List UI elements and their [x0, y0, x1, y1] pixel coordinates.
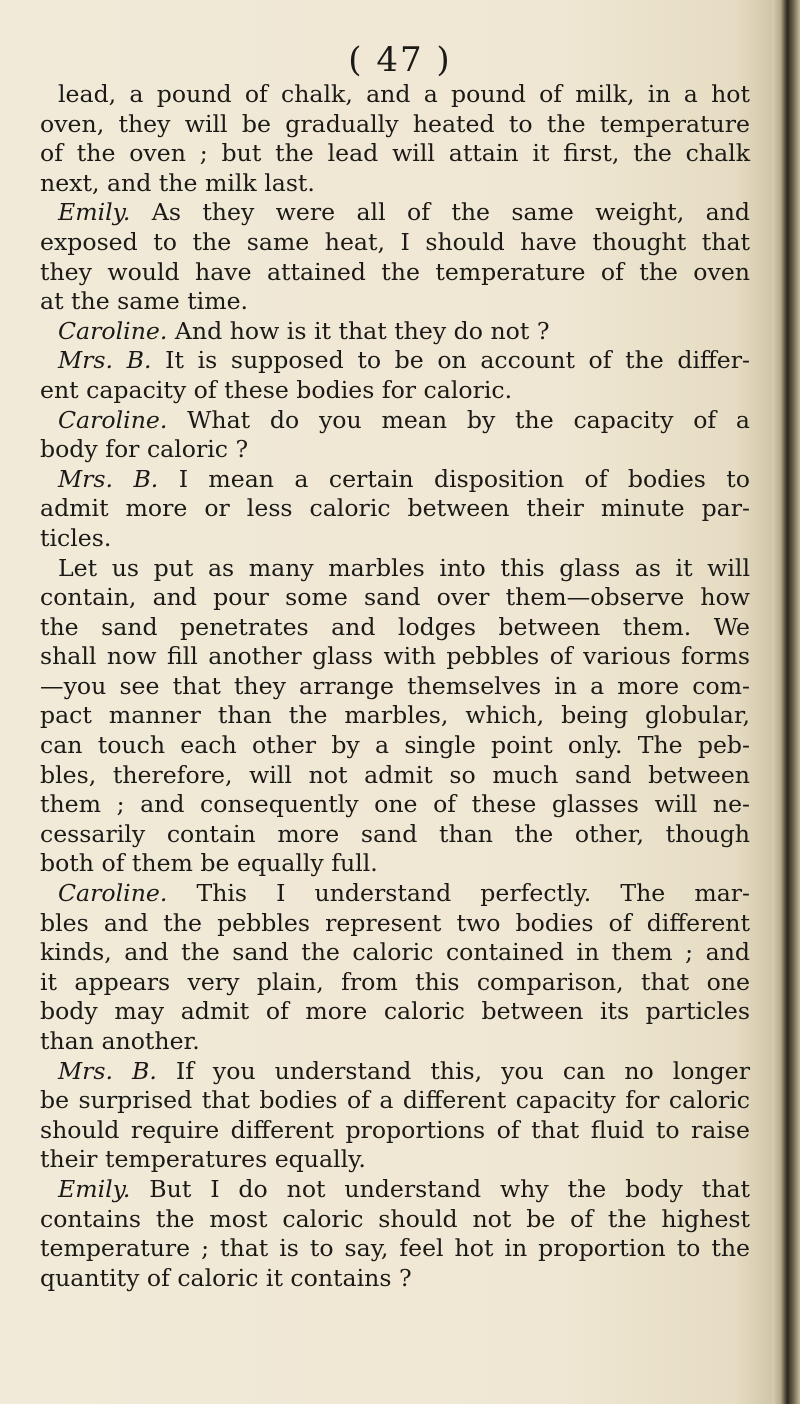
line-text: If you understand this, you can no longer — [175, 1056, 750, 1085]
text-line — [40, 346, 750, 376]
line-text: Let us put as many marbles into this glass as it will — [58, 553, 750, 582]
paragraph — [40, 406, 750, 465]
line-text: This I understand perfectly. The mar- — [196, 879, 751, 908]
text-line — [40, 1234, 750, 1264]
line-text: lead, a pound of chalk, and a pound of milk, in a hot — [58, 80, 750, 108]
line-text: temperature ; that is to say, feel hot in proportion to the — [40, 1234, 750, 1263]
line-text: their temperatures equally. — [40, 1145, 366, 1174]
line-text: kinds, and the sand the caloric contained in them ; and — [40, 938, 750, 967]
speaker-name: Mrs. B. — [58, 346, 152, 375]
line-text: they would have attained the temperature of the oven — [40, 257, 750, 286]
line-text: —you see that they arrange themselves in a more com- — [40, 671, 750, 700]
line-text: can touch each other by a single point only. The peb- — [40, 731, 750, 760]
speaker-name: Caroline. — [58, 316, 168, 345]
line-text: both of them be equally full. — [40, 849, 378, 878]
speaker-name: Caroline. — [58, 405, 168, 434]
text-line — [40, 406, 750, 436]
line-text: body for caloric ? — [40, 435, 249, 464]
line-text: contains the most caloric should not be of the highest — [40, 1204, 750, 1233]
text-line — [40, 1175, 750, 1205]
text-line — [40, 376, 750, 406]
text-line — [40, 583, 750, 613]
text-line — [40, 849, 750, 879]
text-line — [40, 968, 750, 998]
line-text: quantity of caloric it contains ? — [40, 1263, 412, 1292]
line-text: But I do not understand why the body that — [149, 1174, 750, 1203]
text-line — [40, 672, 750, 702]
line-text: admit more or less caloric between their minute par- — [40, 494, 750, 523]
text-line — [40, 731, 750, 761]
text-line — [40, 524, 750, 554]
line-text: at the same time. — [40, 287, 249, 316]
line-text: it appears very plain, from this comparison, that one — [40, 967, 750, 996]
line-text: body may admit of more caloric between its particles — [40, 997, 750, 1026]
text-line — [40, 258, 750, 288]
paragraph — [40, 1175, 750, 1293]
book-spine-edge — [772, 0, 800, 1404]
line-text: shall now fill another glass with pebbles of various forms — [40, 642, 750, 671]
text-line — [40, 879, 750, 909]
text-line — [40, 139, 750, 169]
text-line — [40, 110, 750, 140]
text-line — [40, 228, 750, 258]
speaker-name: Emily. — [58, 198, 131, 227]
speaker-name: Caroline. — [58, 879, 168, 908]
text-line — [40, 642, 750, 672]
text-line — [40, 1145, 750, 1175]
text-line — [40, 287, 750, 317]
text-line — [40, 80, 750, 110]
text-line — [40, 317, 750, 347]
text-line — [40, 790, 750, 820]
line-text: contain, and pour some sand over them—observe how — [40, 583, 750, 612]
line-text: I mean a certain disposition of bodies to — [178, 464, 750, 493]
line-text: And how is it that they do not ? — [174, 316, 550, 345]
page-body-text — [40, 80, 750, 1293]
text-line — [40, 198, 750, 228]
text-line — [40, 938, 750, 968]
line-text: What do you mean by the capacity of a — [187, 405, 751, 434]
line-text: bles and the pebbles represent two bodies of different — [40, 908, 750, 937]
text-line — [40, 1086, 750, 1116]
line-text: exposed to the same heat, I should have thought that — [40, 227, 750, 256]
text-line — [40, 1027, 750, 1057]
paragraph — [40, 317, 750, 347]
paragraph — [40, 1057, 750, 1175]
line-text: pact manner than the marbles, which, being globular, — [40, 701, 750, 730]
line-text: them ; and consequently one of these glasses will ne- — [40, 790, 750, 819]
speaker-name: Mrs. B. — [58, 1056, 157, 1085]
line-text: ent capacity of these bodies for caloric. — [40, 375, 513, 404]
text-line — [40, 1057, 750, 1087]
text-line — [40, 820, 750, 850]
line-text: next, and the milk last. — [40, 168, 315, 197]
text-line — [40, 554, 750, 584]
line-text: It is supposed to be on account of the differ- — [165, 346, 751, 375]
line-text: than another. — [40, 1027, 200, 1055]
speaker-name: Mrs. B. — [58, 464, 159, 493]
text-line — [40, 494, 750, 524]
line-text: bles, therefore, will not admit so much sand between — [40, 760, 750, 789]
paragraph — [40, 554, 750, 880]
paragraph — [40, 465, 750, 554]
text-line — [40, 761, 750, 791]
text-line — [40, 1205, 750, 1235]
text-line — [40, 465, 750, 495]
paragraph — [40, 198, 750, 316]
line-text: As they were all of the same weight, and — [151, 198, 750, 227]
line-text: oven, they will be gradually heated to the temperature — [40, 109, 750, 138]
paragraph — [40, 80, 750, 198]
text-line — [40, 701, 750, 731]
line-text: be surprised that bodies of a different capacity for caloric — [40, 1086, 750, 1115]
text-line — [40, 1116, 750, 1146]
text-line — [40, 997, 750, 1027]
speaker-name: Emily. — [58, 1174, 131, 1203]
line-text: of the oven ; but the lead will attain it first, the chalk — [40, 139, 750, 168]
line-text: ticles. — [40, 523, 112, 552]
page-header: ( 47 ) — [348, 40, 452, 80]
line-text: cessarily contain more sand than the other, though — [40, 819, 750, 848]
text-line — [40, 909, 750, 939]
text-line — [40, 613, 750, 643]
paragraph — [40, 879, 750, 1057]
text-line — [40, 435, 750, 465]
paragraph — [40, 346, 750, 405]
line-text: should require different proportions of that fluid to raise — [40, 1115, 750, 1144]
line-text: the sand penetrates and lodges between them. We — [40, 612, 750, 641]
text-line — [40, 1264, 750, 1294]
text-line — [40, 169, 750, 199]
